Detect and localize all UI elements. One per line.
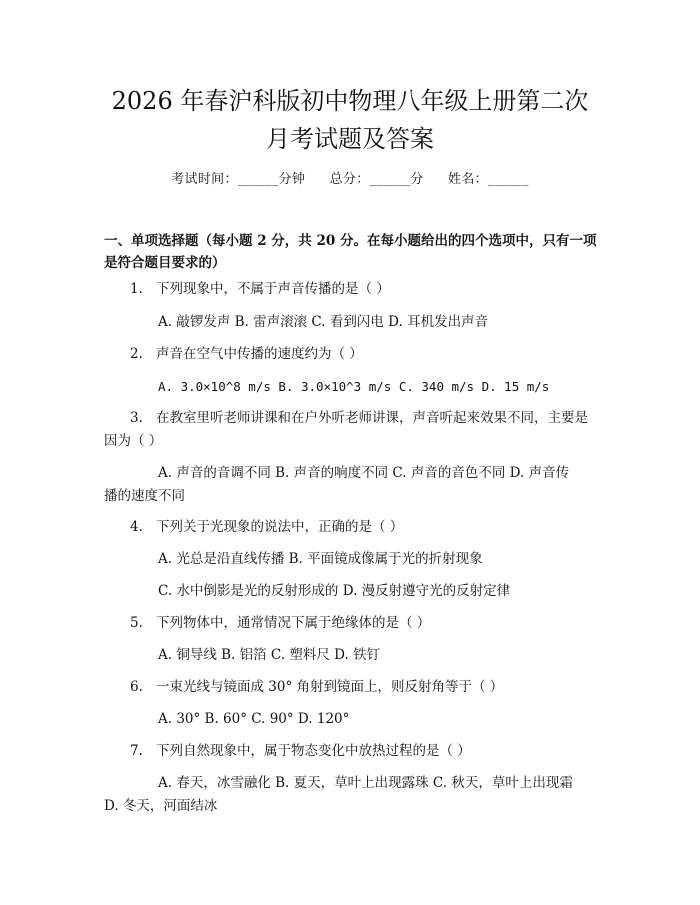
question-7: [104, 740, 604, 763]
question-2: [104, 343, 604, 366]
question-6: [104, 676, 604, 699]
exam-meta: [0, 168, 700, 187]
question-text: 下列物体中，通常情况下属于绝缘体的是（ ）: [156, 615, 431, 631]
question-1: [104, 278, 604, 301]
question-5: [104, 612, 604, 635]
question-number: 3.: [130, 410, 143, 426]
question-text: 下列自然现象中，属于物态变化中放热过程的是（ ）: [156, 743, 471, 759]
question-5-options: A. 铜导线 B. 铝箔 C. 塑料尺 D. 铁钉: [158, 647, 381, 663]
question-text: 下列现象中，不属于声音传播的是（ ）: [156, 281, 390, 297]
question-text: 在教室里听老师讲课和在户外听老师讲课，声音听起来效果不同，主要是: [156, 410, 588, 426]
question-4: [104, 516, 604, 539]
student-name: 姓名：______: [448, 172, 529, 187]
title-line-2: 月考试题及答案: [266, 125, 434, 153]
section-line-1: 一、单项选择题（每小题 2 分，共 20 分。在每小题给出的四个选项中，只有一项: [104, 233, 597, 249]
question-6-options: A. 30° B. 60° C. 90° D. 120°: [158, 711, 350, 727]
question-3-cont: 因为（ ）: [104, 433, 163, 449]
exam-title: [60, 82, 640, 158]
question-4-options-1: A. 光总是沿直线传播 B. 平面镜成像属于光的折射现象: [158, 551, 483, 567]
question-7-options-cont: D. 冬天，河面结冰: [104, 798, 218, 814]
question-number: 4.: [130, 519, 143, 535]
question-3-options: A. 声音的音调不同 B. 声音的响度不同 C. 声音的音色不同 D. 声音传: [158, 465, 570, 481]
question-7-options: A. 春天，冰雪融化 B. 夏天，草叶上出现露珠 C. 秋天，草叶上出现霜: [158, 775, 573, 791]
exam-time: 考试时间：______分钟: [171, 172, 306, 187]
question-2-options: A. 3.0×10^8 m/s B. 3.0×10^3 m/s C. 340 m/s D. 15 m/s: [158, 379, 550, 394]
title-line-1: 2026 年春沪科版初中物理八年级上册第二次: [111, 87, 589, 115]
question-number: 5.: [130, 615, 143, 631]
question-1-options: A. 敲锣发声 B. 雷声滚滚 C. 看到闪电 D. 耳机发出声音: [158, 314, 489, 330]
question-3: [104, 407, 604, 430]
question-number: 2.: [130, 346, 143, 362]
question-text: 下列关于光现象的说法中，正确的是（ ）: [156, 519, 404, 535]
exam-score: 总分：______分: [329, 172, 424, 187]
question-3-options-cont: 播的速度不同: [104, 488, 185, 504]
question-number: 7.: [130, 743, 143, 759]
question-number: 1.: [130, 281, 143, 297]
question-text: 一束光线与镜面成 30° 角射到镜面上，则反射角等于（ ）: [156, 679, 504, 695]
question-text: 声音在空气中传播的速度约为（ ）: [156, 346, 363, 362]
question-4-options-2: C. 水中倒影是光的反射形成的 D. 漫反射遵守光的反射定律: [158, 583, 511, 599]
section-line-2: 是符合题目要求的）: [104, 255, 226, 271]
question-number: 6.: [130, 679, 143, 695]
section-heading: [104, 230, 604, 274]
